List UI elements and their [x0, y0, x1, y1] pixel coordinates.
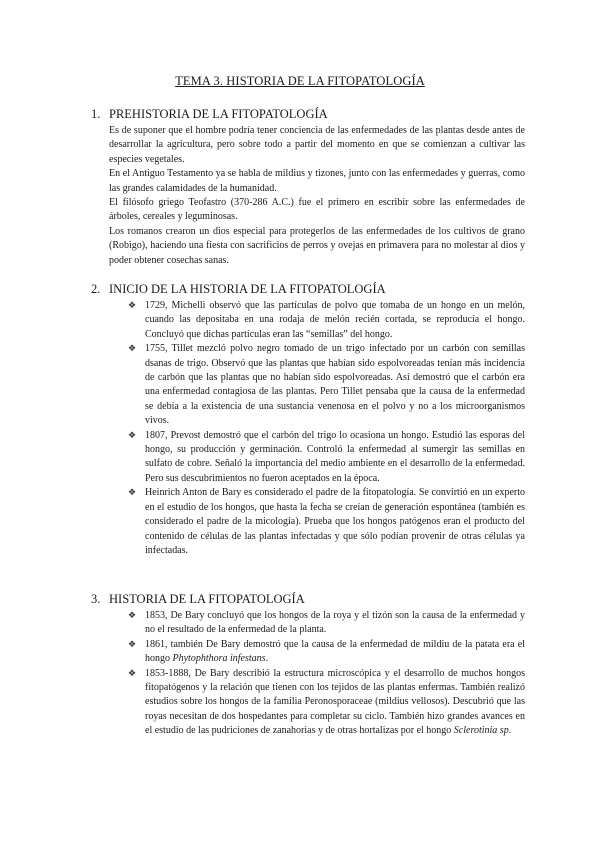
bullet-list [0, 609, 600, 739]
page-title: TEMA 3. HISTORIA DE LA FITOPATOLOGÍA [175, 74, 425, 88]
section-historia [0, 592, 600, 739]
paragraph: En el Antiguo Testamento ya se habla de mildius y tizones, junto con las enfermedades y guerras, como las grandes calamidades de la humanidad. [109, 168, 525, 194]
diamond-bullet-icon: ❖ [128, 301, 137, 311]
section-heading [0, 592, 600, 609]
list-item-text-end: . [265, 653, 269, 665]
section-number: 1. [91, 107, 101, 121]
diamond-bullet-icon: ❖ [128, 344, 137, 355]
list-item-text: 1861, también De Bary demostró que la causa de la enfermedad de mildiu de la patata era el hongo [145, 638, 525, 665]
scientific-name: Phytophthora infestans [172, 653, 266, 665]
list-item-text: 1807, Prevost demostró que el carbón del trigo lo ocasiona un hongo. Estudió las esporas del hongo, su producción y germinación. Controló la enfermedad al sumergir las semillas en sulfato de cobre. Señaló la importancia del medio ambiente en el desarrollo de la enfermedad. Pero sus descubrimientos no fueron aceptados en la época. [145, 429, 525, 484]
section-heading [0, 282, 600, 299]
paragraph: El filósofo griego Teofastro (370-286 A.C.) fue el primero en escribir sobre las enfermedades de árboles, cereales y leguminosas. [109, 197, 525, 223]
section-title: HISTORIA DE LA FITOPATOLOGÍA [109, 592, 305, 606]
diamond-bullet-icon: ❖ [128, 611, 137, 621]
list-item-text: 1729, Michelli observó que las partículas de polvo que tomaba de un hongo en un melón, cuando las depositaba en una rodaja de melón recién cortada, se reproducía el hongo. Concluyó que dichas partículas eran las “semillas” del hongo. [145, 300, 525, 340]
section-title: PREHISTORIA DE LA FITOPATOLOGÍA [109, 107, 328, 121]
diamond-bullet-icon: ❖ [128, 430, 137, 441]
list-item-text: Heinrich Anton de Bary es considerado el padre de la fitopatología. Se convirtió en un experto en el estudio de los hongos, que hasta la fecha se creían de generación espontánea (también es considerado el padre de la micología). Prueba que los hongos patógenos eran el producto del contenido de células de las plantas infectadas y que sólo podían provenir de otras células ya infectadas. [145, 487, 525, 556]
list-item [0, 667, 525, 739]
bullet-list [0, 299, 600, 558]
list-item-text: 1755, Tillet mezcló polvo negro tomado de un trigo infectado por un carbón con semillas dsanas de trigo. Observó que las plantas que habían sido espolvoreadas tenían más incidencia de carbón que las plantas que no habían sido espolvoreadas. Así demostró que el carbón era una enfermedad contagiosa de las plantas. Pero Tillet pensaba que la causa de la enfermedad se debía a la existencia de una sustancia venenosa en el polvo y no a los microorganismos vivos. [145, 343, 525, 427]
diamond-bullet-icon: ❖ [128, 488, 137, 499]
list-item-text-end: . [508, 725, 512, 737]
section-heading [0, 107, 600, 124]
list-item [0, 342, 525, 428]
list-item [0, 429, 525, 487]
list-item-text: 1853, De Bary concluyó que los hongos de la roya y el tizón son la causa de la enfermedad y no el resultado de la enfermedad de la planta. [145, 610, 525, 636]
section-number: 2. [91, 282, 101, 296]
scientific-name: Sclerotinia sp [453, 725, 509, 737]
section-title: INICIO DE LA HISTORIA DE LA FITOPATOLOGÍA [109, 282, 386, 296]
list-item-text: 1853-1888, De Bary describió la estructura microscópica y el desarrollo de muchos hongos fitopatógenos y la relación que tienen con los tejidos de las plantas enfermas. También realizó estudios sobre los hongos de la familia Peronosporaceae (mildius vellosos). Descubrió que las royas necesitan de dos hospedantes para completar su ciclo. También hizo grandes avances en el estudio de las pudriciones de zanahorias y de otras hortalizas por el hongo [145, 667, 525, 737]
list-item [0, 638, 525, 667]
section-prehistoria [0, 107, 600, 268]
diamond-bullet-icon: ❖ [128, 639, 137, 650]
paragraph: Los romanos crearon un dios especial para protegerlos de las enfermedades de los cultivos de grano (Robigo), haciendo una fiesta con sacrificios de perros y ovejas en primavera para no molestar al dios y poder obtener cosechas sanas. [109, 225, 525, 266]
diamond-bullet-icon: ❖ [128, 668, 137, 679]
section-number: 3. [91, 592, 101, 606]
list-item [0, 609, 525, 638]
section-inicio [0, 282, 600, 558]
list-item [0, 486, 525, 558]
paragraph: Es de suponer que el hombre podría tener conciencia de las enfermedades de las plantas desde antes de desarrollar la agricultura, pero sobre todo a partir del momento en que se comienzan a cultivar las especies vegetales. [109, 125, 525, 165]
list-item [0, 299, 525, 342]
